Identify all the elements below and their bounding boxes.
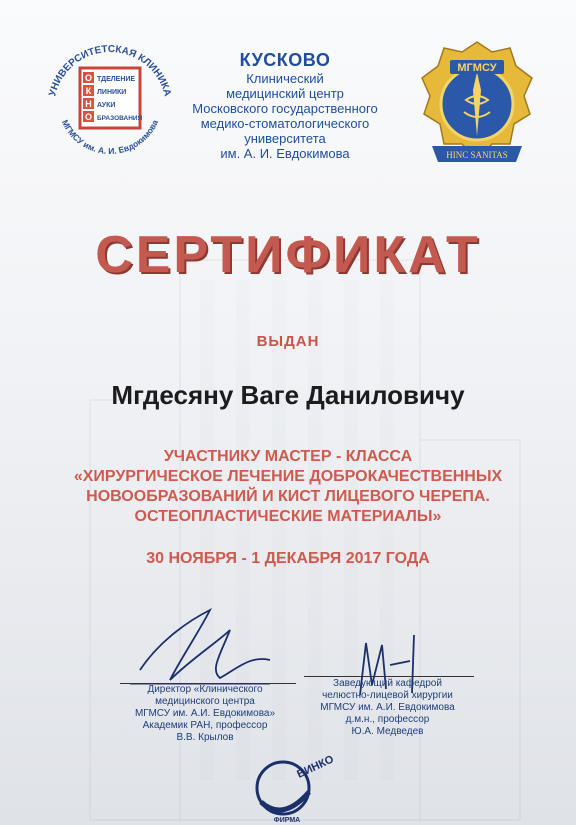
recipient-name: Мгдесяну Ваге Даниловичу bbox=[111, 380, 465, 410]
course-line: УЧАСТНИКУ МАСТЕР - КЛАССА bbox=[163, 448, 413, 465]
certificate-header bbox=[0, 20, 576, 170]
signature-line-right bbox=[304, 676, 474, 677]
signer-line: МГМСУ им. А.И. Евдокимова» bbox=[134, 708, 276, 719]
signer-line: В.В. Крылов bbox=[176, 732, 234, 743]
certificate-title: СЕРТИФИКАТ bbox=[95, 226, 481, 284]
logo-arc-text: УНИВЕРСИТЕТСКАЯ КЛИНИКА bbox=[47, 43, 173, 98]
logo-bottom-text: МГМСУ им. А. И. Евдокимова bbox=[59, 118, 161, 157]
signer-line: д.м.н., профессор bbox=[345, 714, 430, 725]
course-line: «ХИРУРГИЧЕСКОЕ ЛЕЧЕНИЕ ДОБРОКАЧЕСТВЕННЫХ bbox=[73, 468, 503, 485]
logo-letter-1: О bbox=[84, 73, 93, 83]
signer-line: Академик РАН, профессор bbox=[142, 720, 268, 731]
logo-letter-3: Н bbox=[85, 99, 92, 109]
emblem-top-text: МГМСУ bbox=[457, 62, 497, 74]
logo-word-2: ЛИНИКИ bbox=[97, 89, 127, 96]
signer-line: Ю.А. Медведев bbox=[351, 726, 424, 737]
org-line: им. А. И. Евдокимова bbox=[220, 146, 350, 161]
logo-word-4: БРАЗОВАНИЯ bbox=[97, 115, 143, 122]
logo-letter-2: К bbox=[85, 86, 92, 96]
firm-name: ВИНКО bbox=[295, 753, 336, 781]
org-line: Клинический bbox=[246, 71, 324, 86]
org-line: медико-стоматологического bbox=[200, 116, 370, 131]
director-signer-block bbox=[112, 684, 298, 744]
mgmsu-emblem bbox=[418, 38, 536, 174]
org-line: Московского государственного bbox=[192, 101, 378, 116]
firm-caption: ФИРМА bbox=[273, 817, 301, 824]
event-dates: 30 НОЯБРЯ - 1 ДЕКАБРЯ 2017 ГОДА bbox=[146, 550, 430, 567]
signer-line: медицинского центра bbox=[155, 696, 255, 707]
emblem-ribbon-text: HINC SANITAS bbox=[446, 150, 508, 160]
course-description bbox=[30, 447, 546, 527]
org-line: медицинский центр bbox=[226, 86, 344, 101]
university-clinic-logo bbox=[40, 30, 180, 170]
head-signer-block bbox=[300, 678, 475, 738]
org-title: КУСКОВО bbox=[239, 50, 331, 70]
issued-label: ВЫДАН bbox=[256, 333, 320, 350]
signer-line: Директор «Клинического bbox=[147, 684, 263, 695]
director-signature bbox=[120, 600, 280, 690]
course-line: НОВООБРАЗОВАНИЙ И КИСТ ЛИЦЕВОГО ЧЕРЕПА. bbox=[86, 488, 490, 505]
signer-line: Заведующий кафедрой bbox=[333, 678, 442, 689]
signer-line: МГМСУ им. А.И. Евдокимова bbox=[320, 702, 455, 713]
org-line: университета bbox=[244, 131, 326, 146]
signer-line: челюстно-лицевой хирургии bbox=[322, 690, 453, 701]
course-line: ОСТЕОПЛАСТИЧЕСКИЕ МАТЕРИАЛЫ» bbox=[134, 508, 442, 525]
logo-word-3: АУКИ bbox=[97, 102, 116, 109]
logo-letter-4: О bbox=[84, 112, 93, 122]
vinko-firm-logo bbox=[247, 752, 336, 824]
logo-word-1: ТДЕЛЕНИЕ bbox=[97, 76, 136, 83]
organization-block bbox=[170, 50, 400, 161]
